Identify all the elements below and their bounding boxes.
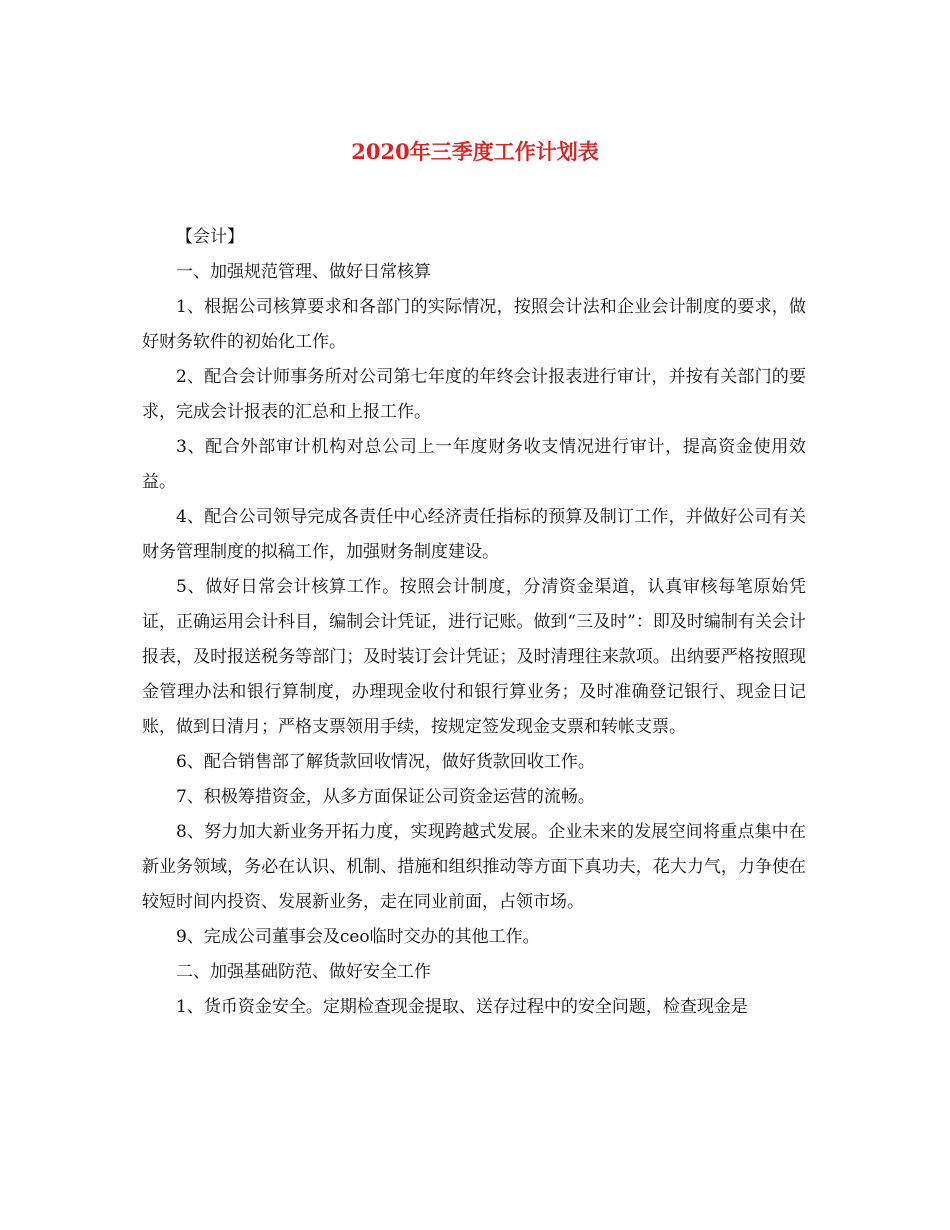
paragraph-item: 1、货币资金安全。定期检查现金提取、送存过程中的安全问题，检查现金是 [176, 997, 748, 1017]
paragraph-item: 4、配合公司领导完成各责任中心经济责任指标的预算及制订工作，并做好公司有关财务管理制度的拟稿工作，加强财务制度建设。 [142, 507, 806, 562]
paragraph-item: 3、配合外部审计机构对总公司上一年度财务收支情况进行审计，提高资金使用效益。 [142, 437, 806, 492]
paragraph-item: 9、完成公司董事会及ceo临时交办的其他工作。 [176, 927, 540, 947]
document-body [142, 220, 806, 1025]
paragraph-item: 7、积极筹措资金，从多方面保证公司资金运营的流畅。 [176, 787, 595, 807]
section-heading-2: 二、加强基础防范、做好安全工作 [176, 962, 431, 982]
paragraph-item: 1、根据公司核算要求和各部门的实际情况，按照会计法和企业会计制度的要求，做好财务软件的初始化工作。 [142, 297, 806, 352]
section-heading-1: 一、加强规范管理、做好日常核算 [176, 262, 431, 282]
paragraph-item: 5、做好日常会计核算工作。按照会计制度，分清资金渠道，认真审核每笔原始凭证，正确运用会计科目，编制会计凭证，进行记账。做到“三及时”：即及时编制有关会计报表，及时报送税务等部门；及时装订会计凭证；及时清理往来款项。出纳要严格按照现金管理办法和银行算制度，办理现金收付和银行算业务；及时准确登记银行、现金日记账，做到日清月；严格支票领用手续，按规定签发现金支票和转帐支票。 [142, 577, 806, 737]
paragraph-item: 6、配合销售部了解货款回收情况，做好货款回收工作。 [176, 752, 595, 772]
paragraph-item: 8、努力加大新业务开拓力度，实现跨越式发展。企业未来的发展空间将重点集中在新业务领域，务必在认识、机制、措施和组织推动等方面下真功夫，花大力气，力争使在较短时间内投资、发展新业务，走在同业前面，占领市场。 [142, 822, 806, 912]
paragraph-item: 2、配合会计师事务所对公司第七年度的年终会计报表进行审计，并按有关部门的要求，完成会计报表的汇总和上报工作。 [142, 367, 806, 422]
section-label-accounting: 【会计】 [176, 227, 244, 247]
page-title: 2020年三季度工作计划表 [351, 139, 599, 164]
